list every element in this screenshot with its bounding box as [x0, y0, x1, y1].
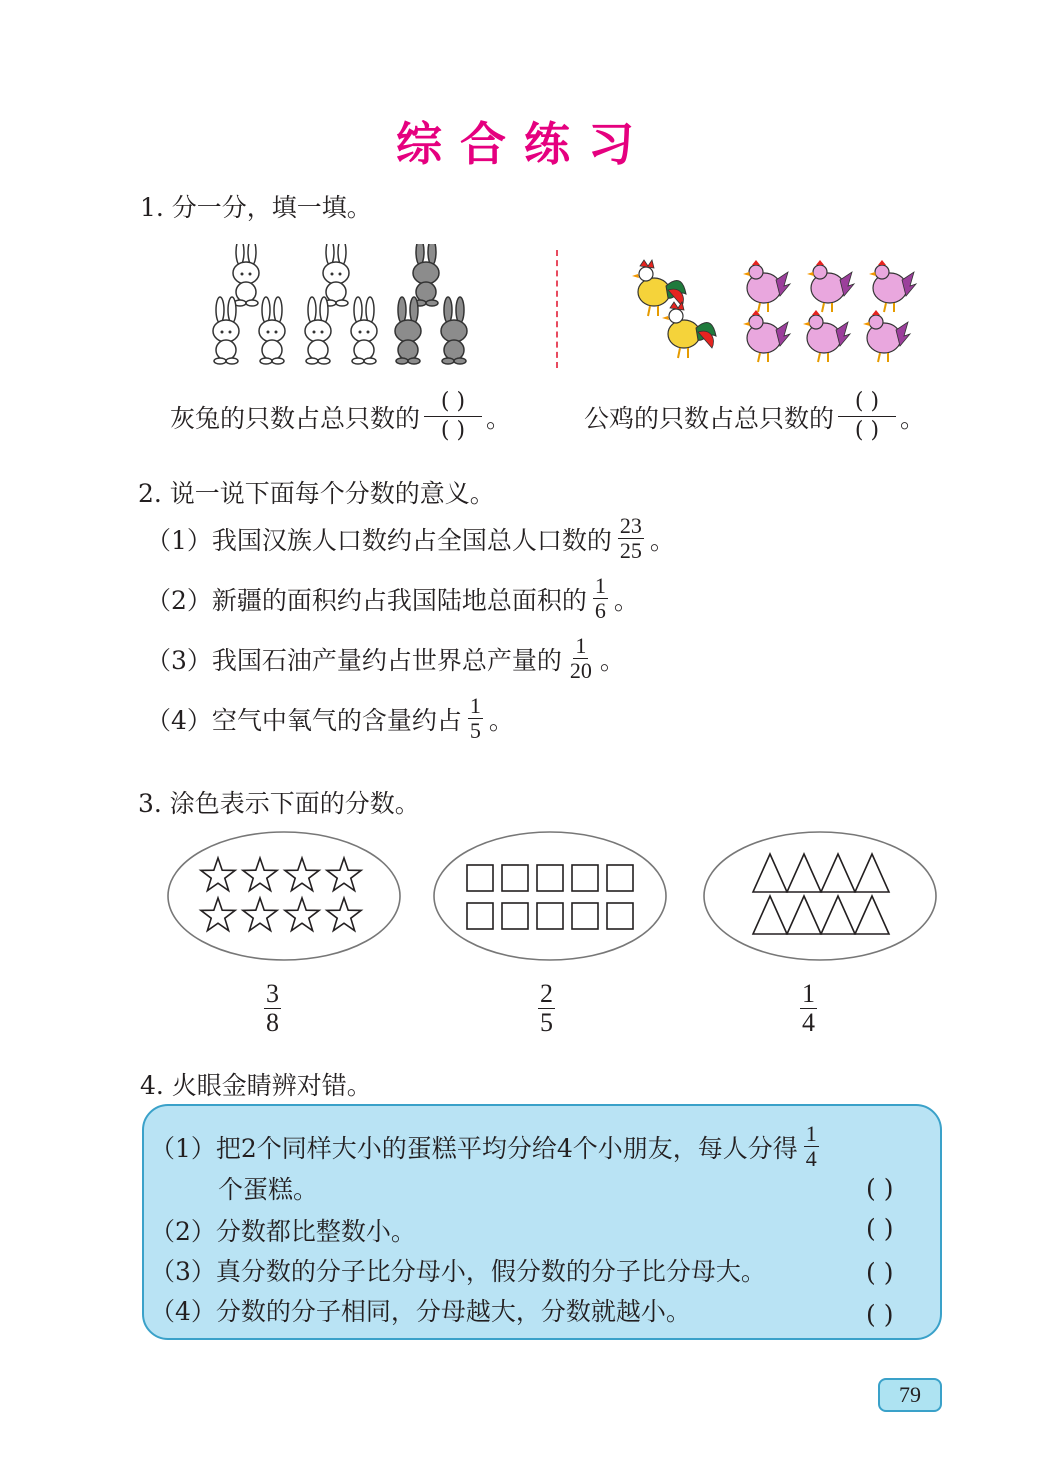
white-rabbit	[305, 297, 331, 364]
q2-item-text: （1）我国汉族人口数约占全国总人口数的	[146, 525, 612, 555]
q4-item-3: （3）真分数的分子比分母小，假分数的分子比分母大。	[150, 1257, 766, 1286]
period: 。	[613, 585, 639, 615]
denominator: 5	[540, 1008, 553, 1037]
fraction	[618, 514, 644, 563]
fraction-stars	[264, 980, 281, 1037]
q2-item	[146, 514, 675, 563]
fraction-triangles	[800, 980, 817, 1037]
q4-item-2: （2）分数都比整数小。	[150, 1217, 416, 1246]
period: 。	[486, 403, 512, 433]
rabbits-illustration	[200, 244, 490, 368]
square-shape[interactable]	[607, 865, 633, 891]
triangles-group	[753, 854, 889, 934]
hen	[803, 310, 850, 362]
page-number: 79	[878, 1378, 942, 1412]
triangle-shape[interactable]	[753, 854, 787, 892]
q1-right-text: 公鸡的只数占总只数的	[584, 403, 835, 433]
blank-fraction[interactable]	[838, 388, 896, 445]
star-shape[interactable]	[243, 858, 277, 891]
star-shape[interactable]	[327, 858, 361, 891]
blank-denominator[interactable]: ( )	[854, 418, 880, 443]
hen	[863, 310, 910, 362]
square-shape[interactable]	[502, 865, 528, 891]
star-shape[interactable]	[285, 898, 319, 931]
hen	[743, 310, 790, 362]
q2-item-text: （3）我国石油产量约占世界总产量的	[146, 645, 562, 675]
denominator: 4	[802, 1008, 815, 1037]
answer-paren[interactable]: ( )	[866, 1300, 894, 1329]
q2-item	[146, 634, 625, 683]
oval	[168, 832, 400, 960]
page-title: 综合练习	[396, 117, 652, 171]
square-shape[interactable]	[572, 903, 598, 929]
gray-rabbit	[413, 244, 439, 306]
triangle-shape[interactable]	[753, 896, 787, 934]
white-rabbit	[351, 297, 377, 364]
white-rabbit	[323, 244, 349, 306]
squares-group	[467, 865, 633, 929]
q1-right-question	[584, 388, 925, 445]
denominator: 4	[805, 1146, 817, 1171]
square-shape[interactable]	[502, 903, 528, 929]
q2-item-text: （4）空气中氧气的含量约占	[146, 705, 462, 735]
star-shape[interactable]	[285, 858, 319, 891]
gray-rabbit	[395, 297, 421, 364]
square-shape[interactable]	[537, 865, 563, 891]
star-shape[interactable]	[327, 898, 361, 931]
denominator: 6	[594, 598, 606, 623]
dashed-divider	[556, 250, 558, 368]
hen	[807, 260, 854, 312]
answer-paren[interactable]: ( )	[866, 1214, 894, 1243]
oval	[704, 832, 936, 960]
white-rabbit	[259, 297, 285, 364]
star-shape[interactable]	[201, 898, 235, 931]
fraction	[468, 694, 483, 743]
blank-numerator[interactable]: ( )	[424, 388, 482, 417]
square-shape[interactable]	[467, 865, 493, 891]
oval	[434, 832, 666, 960]
hen	[743, 260, 790, 312]
answer-paren[interactable]: ( )	[866, 1258, 894, 1287]
q1-left-text: 灰兔的只数占总只数的	[170, 403, 421, 433]
star-shape[interactable]	[243, 898, 277, 931]
shapes-ovals	[160, 826, 950, 976]
q3-heading: 3. 涂色表示下面的分数。	[138, 789, 420, 818]
denominator: 5	[469, 718, 481, 743]
triangle-shape[interactable]	[855, 896, 889, 934]
numerator: 1	[575, 633, 587, 658]
hen	[869, 260, 916, 312]
triangle-shape[interactable]	[821, 896, 855, 934]
white-rabbit	[233, 244, 259, 306]
triangle-shape[interactable]	[787, 854, 821, 892]
chickens-illustration	[628, 252, 928, 364]
denominator: 20	[569, 658, 592, 683]
white-rabbit	[213, 297, 239, 364]
triangle-shape[interactable]	[855, 854, 889, 892]
numerator: 3	[266, 979, 279, 1008]
triangle-shape[interactable]	[821, 854, 855, 892]
q2-heading: 2. 说一说下面每个分数的意义。	[138, 479, 495, 508]
q4-item-4: （4）分数的分子相同，分母越大，分数就越小。	[150, 1297, 691, 1326]
rooster	[662, 302, 716, 358]
triangle-shape[interactable]	[787, 896, 821, 934]
numerator: 1	[805, 1121, 817, 1146]
square-shape[interactable]	[537, 903, 563, 929]
numerator: 1	[469, 693, 481, 718]
square-shape[interactable]	[467, 903, 493, 929]
q1-left-question	[170, 388, 511, 445]
q4-item-text: （1）把2个同样大小的蛋糕平均分给4个小朋友，每人分得	[150, 1133, 798, 1163]
q2-item	[146, 574, 639, 623]
answer-paren[interactable]: ( )	[866, 1174, 894, 1203]
period: 。	[599, 645, 625, 675]
denominator: 8	[266, 1008, 279, 1037]
square-shape[interactable]	[607, 903, 633, 929]
q4-item-1-line2: 个蛋糕。	[218, 1175, 319, 1204]
fraction	[593, 574, 608, 623]
fraction-squares	[538, 980, 555, 1037]
star-shape[interactable]	[201, 858, 235, 891]
q1-heading: 1. 分一分，填一填。	[140, 193, 372, 222]
blank-numerator[interactable]: ( )	[838, 388, 896, 417]
fraction	[568, 634, 594, 683]
q2-item-text: （2）新疆的面积约占我国陆地总面积的	[146, 585, 587, 615]
numerator: 1	[802, 979, 815, 1008]
numerator: 23	[619, 513, 642, 538]
stars-group	[201, 858, 361, 931]
numerator: 1	[594, 573, 606, 598]
q4-item-1	[150, 1122, 825, 1171]
blank-fraction[interactable]	[424, 388, 482, 445]
period: 。	[488, 705, 514, 735]
blank-denominator[interactable]: ( )	[440, 418, 466, 443]
square-shape[interactable]	[572, 865, 598, 891]
denominator: 25	[619, 538, 642, 563]
numerator: 2	[540, 979, 553, 1008]
period: 。	[649, 525, 675, 555]
gray-rabbit	[441, 297, 467, 364]
period: 。	[900, 403, 926, 433]
fraction	[804, 1122, 819, 1171]
q4-heading: 4. 火眼金睛辨对错。	[140, 1071, 372, 1100]
q2-item	[146, 694, 514, 743]
